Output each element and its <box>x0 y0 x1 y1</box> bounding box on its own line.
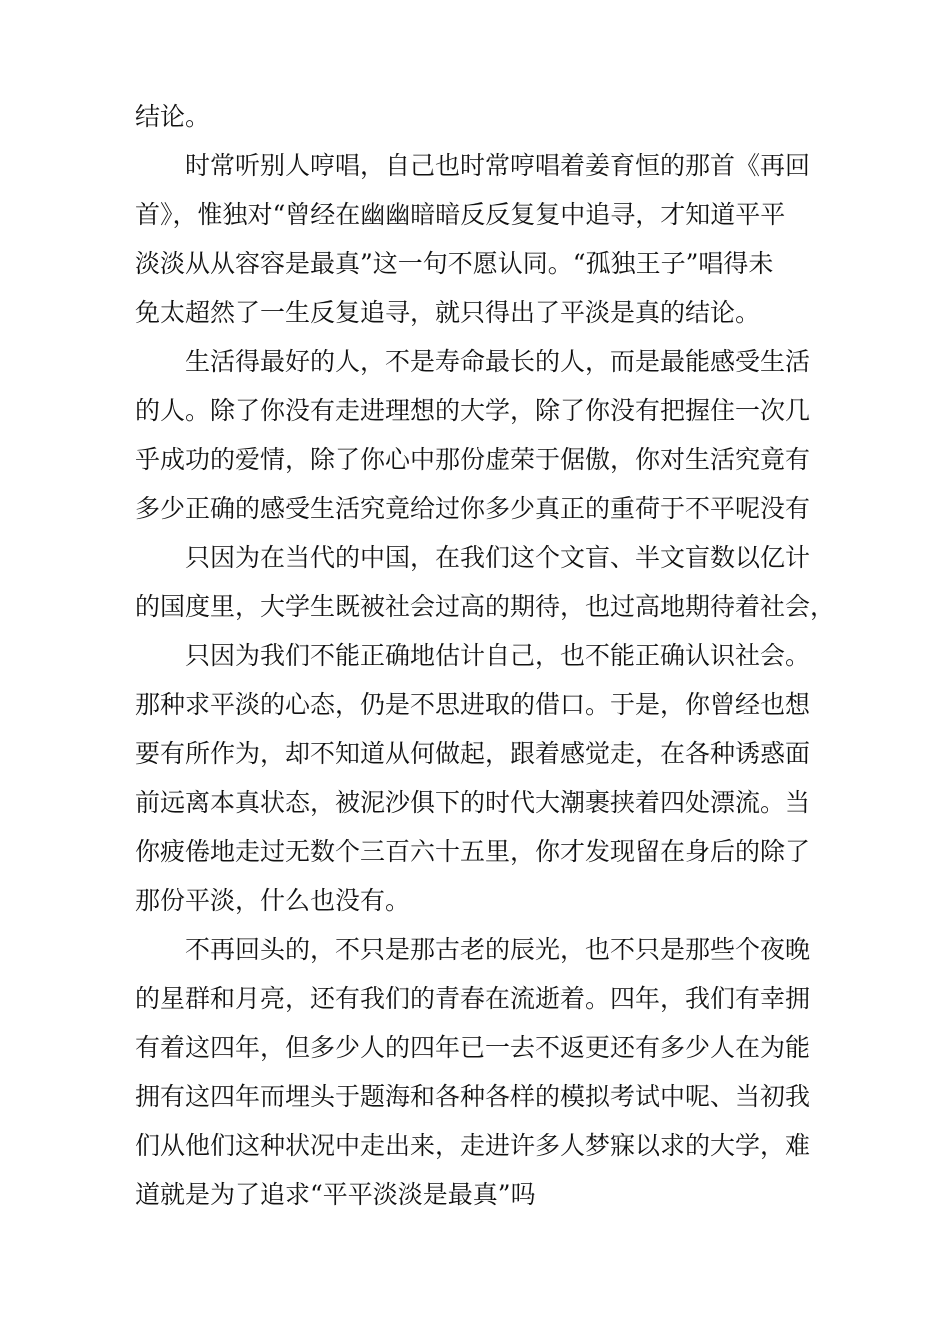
text-line: 首》，惟独对“曾经在幽幽暗暗反反复复中追寻，才知道平平 <box>135 200 786 229</box>
paragraph-3 <box>135 337 835 533</box>
text-line: 淡淡从从容容是最真”这一句不愿认同。“孤独王子”唱得未 <box>135 249 774 278</box>
text-line: 你疲倦地走过无数个三百六十五里，你才发现留在身后的除了 <box>135 837 811 866</box>
paragraph-5 <box>135 631 835 925</box>
text-line: 乎成功的爱情，除了你心中那份虚荣于倨傲，你对生活究竟有 <box>135 445 811 474</box>
text-line: 拥有这四年而埋头于题海和各种各样的模拟考试中呢、当初我 <box>135 1082 811 1111</box>
paragraph-4 <box>135 533 835 631</box>
text-line: 的国度里，大学生既被社会过高的期待，也过高地期待着社会， <box>135 592 836 621</box>
text-line: 前远离本真状态，被泥沙俱下的时代大潮裹挟着四处漂流。当 <box>135 788 811 817</box>
text-line: 的星群和月亮，还有我们的青春在流逝着。四年，我们有幸拥 <box>135 984 811 1013</box>
paragraph-1 <box>135 92 835 141</box>
text-line: 只因为在当代的中国，在我们这个文盲、半文盲数以亿计 <box>185 543 811 572</box>
text-line: 的人。除了你没有走进理想的大学，除了你没有把握住一次几 <box>135 396 811 425</box>
text-line: 那种求平淡的心态，仍是不思进取的借口。于是，你曾经也想 <box>135 690 811 719</box>
text-line: 生活得最好的人，不是寿命最长的人，而是最能感受生活 <box>185 347 811 376</box>
text-line: 要有所作为，却不知道从何做起，跟着感觉走，在各种诱惑面 <box>135 739 811 768</box>
text-line: 道就是为了追求“平平淡淡是最真”吗 <box>135 1180 536 1209</box>
text-line: 多少正确的感受生活究竟给过你多少真正的重荷于不平呢没有 <box>135 494 811 523</box>
paragraph-6 <box>135 925 835 1219</box>
text-line: 们从他们这种状况中走出来，走进许多人梦寐以求的大学，难 <box>135 1131 811 1160</box>
text-line: 不再回头的，不只是那古老的辰光，也不只是那些个夜晚 <box>185 935 811 964</box>
text-line: 那份平淡，什么也没有。 <box>135 886 411 915</box>
text-line: 有着这四年，但多少人的四年已一去不返更还有多少人在为能 <box>135 1033 811 1062</box>
text-line: 免太超然了一生反复追寻，就只得出了平淡是真的结论。 <box>135 298 761 327</box>
text-line: 时常听别人哼唱，自己也时常哼唱着姜育恒的那首《再回 <box>185 151 811 180</box>
text-line: 结论。 <box>135 102 211 131</box>
paragraph-2 <box>135 141 835 337</box>
document-body <box>135 92 835 1219</box>
text-line: 只因为我们不能正确地估计自己，也不能正确认识社会。 <box>185 641 811 670</box>
